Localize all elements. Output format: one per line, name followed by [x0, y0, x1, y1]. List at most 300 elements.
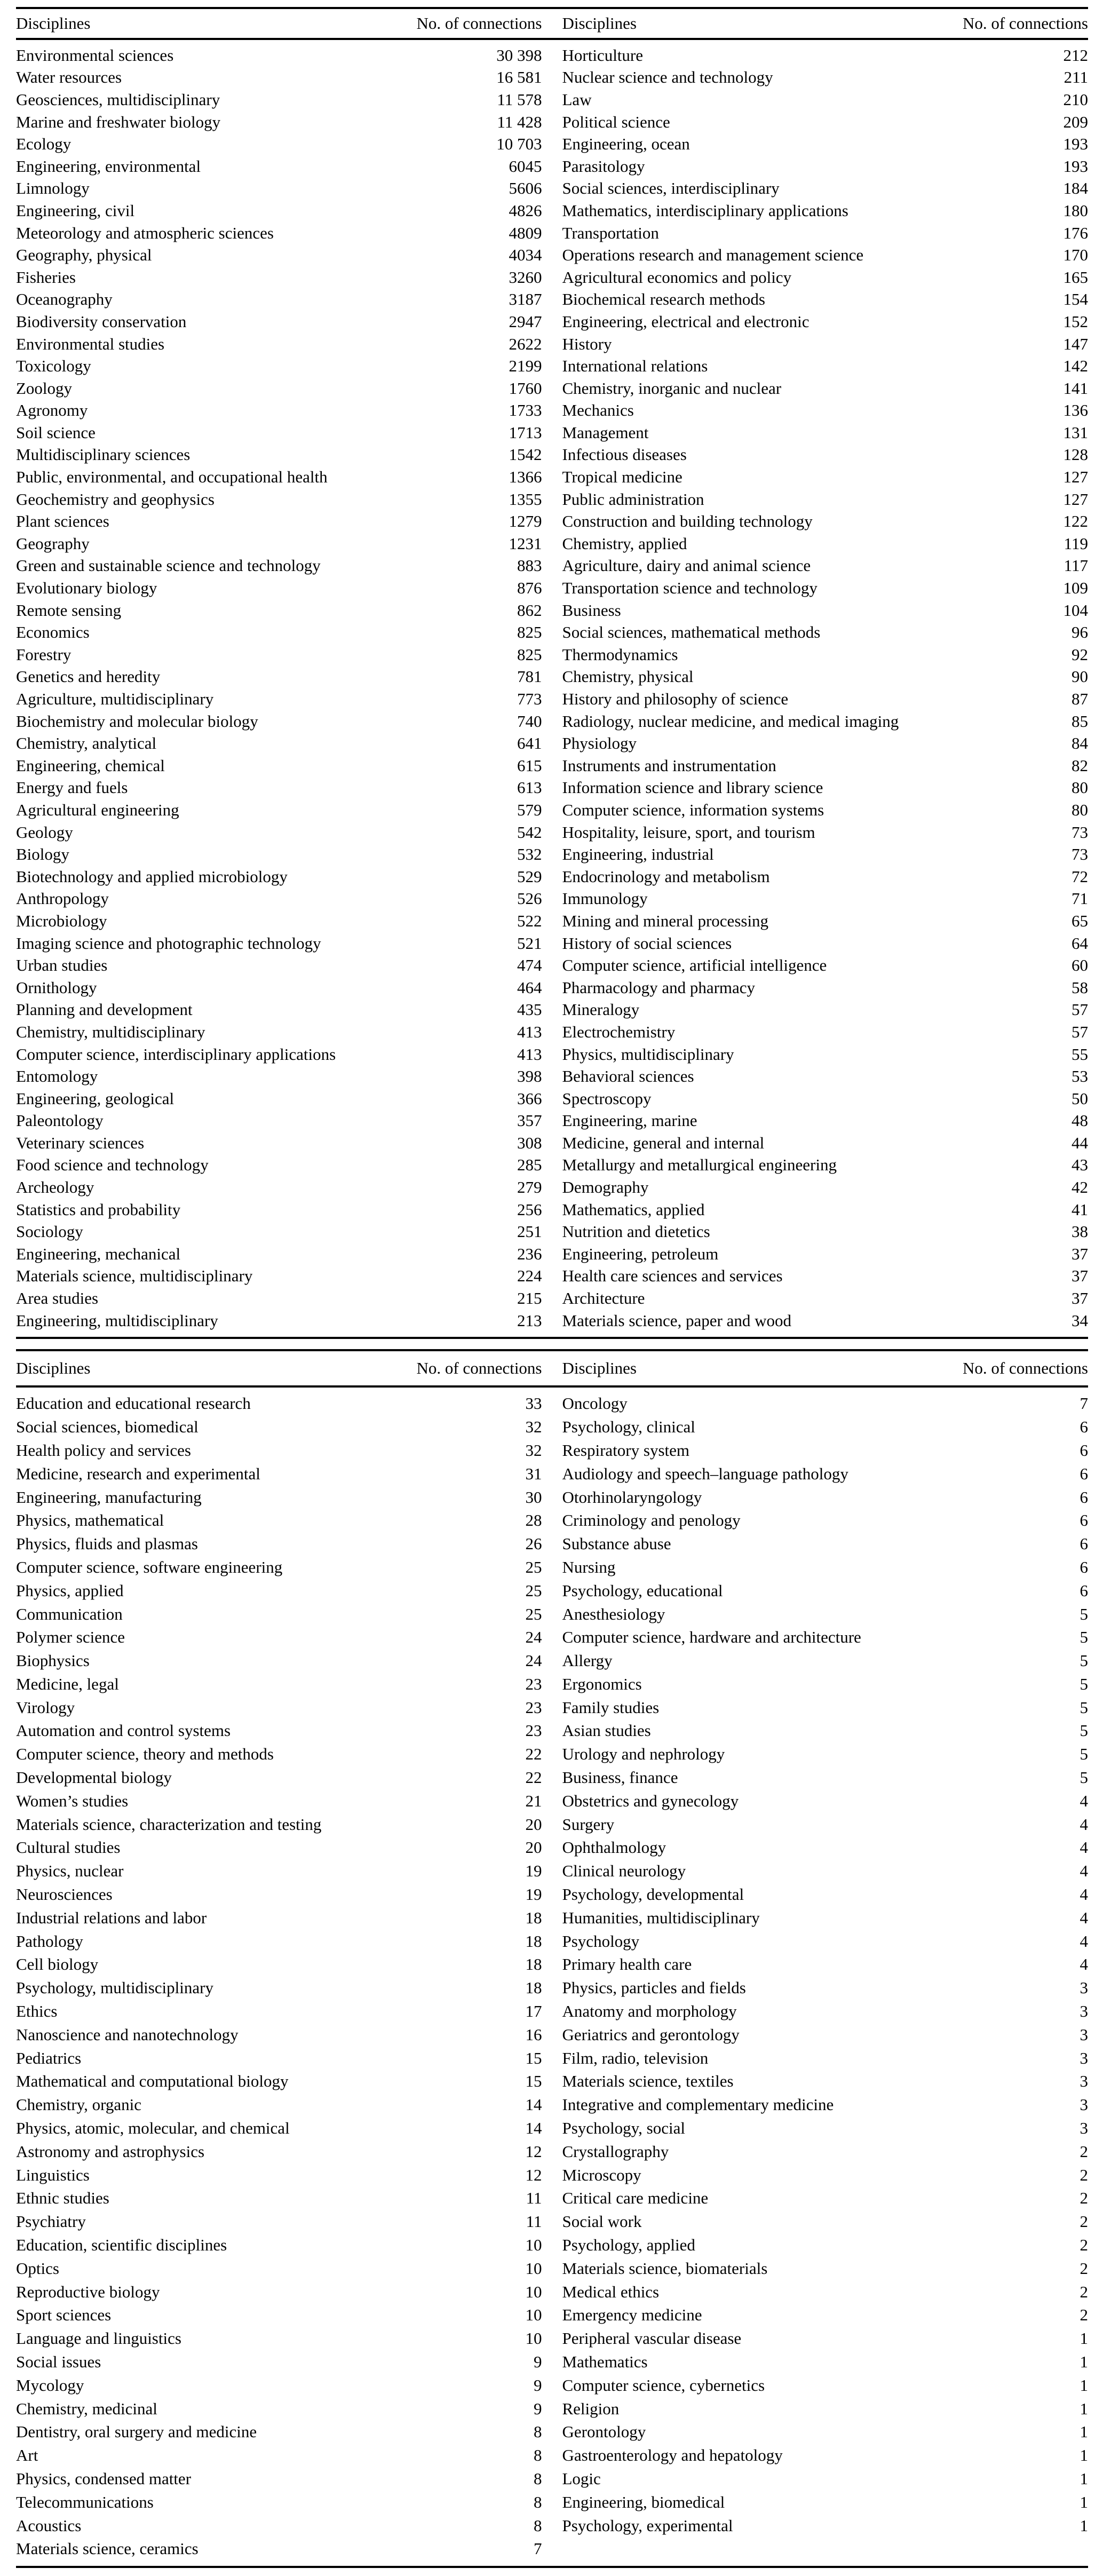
connections-value: 308: [517, 1133, 542, 1152]
table-row: [16, 1132, 542, 1154]
connections-value: 12: [525, 2165, 542, 2184]
connections-value: 862: [517, 600, 542, 620]
table-row: [562, 999, 1089, 1021]
discipline-label: Social sciences, interdisciplinary: [562, 179, 780, 198]
connections-value: 41: [1072, 1200, 1088, 1219]
connections-value: 28: [525, 1511, 542, 1530]
connections-value: 1542: [509, 445, 542, 464]
discipline-label: Veterinary sciences: [16, 1133, 145, 1152]
table-row: [16, 1310, 542, 1332]
table-row: [562, 178, 1089, 200]
table-row: [562, 289, 1089, 311]
connections-value: 80: [1072, 800, 1088, 819]
connections-value: 641: [517, 734, 542, 753]
connections-value: 15: [525, 2072, 542, 2091]
table-row: [16, 89, 542, 111]
table-row: [16, 2374, 542, 2397]
disciplines-header: Disciplines: [16, 1359, 91, 1378]
connections-value: 147: [1063, 334, 1088, 353]
table-row: [16, 1556, 542, 1579]
connections-value: 44: [1072, 1133, 1088, 1152]
discipline-label: Psychology, experimental: [562, 2516, 733, 2535]
table-row: [562, 1509, 1089, 1532]
discipline-label: Mining and mineral processing: [562, 911, 769, 930]
discipline-label: Mineralogy: [562, 1000, 640, 1019]
connections-value: 10: [525, 2329, 542, 2348]
discipline-label: Engineering, biomedical: [562, 2492, 725, 2511]
connections-value: 184: [1063, 179, 1088, 198]
discipline-label: Information science and library science: [562, 778, 823, 797]
discipline-label: Engineering, geological: [16, 1089, 174, 1108]
discipline-label: Agronomy: [16, 401, 88, 420]
discipline-label: Political science: [562, 112, 670, 131]
connections-value: 529: [517, 867, 542, 886]
table-row: [562, 2070, 1089, 2094]
connections-value: 883: [517, 556, 542, 575]
connections-value: 10 703: [496, 134, 542, 154]
table-row: [16, 44, 542, 67]
discipline-label: Psychology: [562, 1931, 640, 1951]
discipline-label: Engineering, mechanical: [16, 1244, 181, 1263]
discipline-label: Computer science, information systems: [562, 800, 824, 819]
connections-value: 532: [517, 845, 542, 864]
connections-value: 435: [517, 1000, 542, 1019]
connections-value: 32: [525, 1417, 542, 1437]
connections-value: 6: [1080, 1417, 1088, 1437]
discipline-label: Geography: [16, 534, 90, 553]
discipline-label: History of social sciences: [562, 933, 732, 953]
discipline-label: Emergency medicine: [562, 2305, 702, 2325]
discipline-label: Materials science, biomaterials: [562, 2258, 768, 2278]
discipline-label: Demography: [562, 1178, 649, 1197]
connections-value: 2622: [509, 334, 542, 353]
connections-value: 18: [525, 1908, 542, 1927]
discipline-label: Horticulture: [562, 45, 644, 65]
table-row: [562, 533, 1089, 555]
connections-value: 122: [1063, 512, 1088, 531]
table-row: [16, 1930, 542, 1953]
table-row: [16, 2233, 542, 2257]
connections-value: 1: [1080, 2469, 1088, 2488]
table-row: [562, 1696, 1089, 1719]
connections-value: 2: [1080, 2189, 1088, 2208]
discipline-label: Engineering, marine: [562, 1111, 697, 1130]
connections-value: 42: [1072, 1178, 1088, 1197]
connections-value: 615: [517, 756, 542, 775]
connections-value: 14: [525, 2095, 542, 2114]
connections-value: 6: [1080, 1557, 1088, 1576]
connections-value: 10: [525, 2305, 542, 2325]
table-row: [562, 2257, 1089, 2280]
connections-value: 152: [1063, 312, 1088, 331]
table-row: [16, 2140, 542, 2163]
connections-value: 128: [1063, 445, 1088, 464]
connections-value: 4: [1080, 1955, 1088, 1974]
connections-value: 2: [1080, 2258, 1088, 2278]
table-row: [562, 1439, 1089, 1462]
discipline-label: Industrial relations and labor: [16, 1908, 207, 1927]
table-row: [562, 1462, 1089, 1486]
table-row: [16, 1243, 542, 1265]
table-row: [16, 1532, 542, 1556]
discipline-label: Biology: [16, 845, 69, 864]
connections-value: 4809: [509, 223, 542, 242]
table-row: [562, 2444, 1089, 2467]
discipline-label: Cultural studies: [16, 1838, 121, 1857]
discipline-label: Architecture: [562, 1289, 645, 1308]
discipline-label: Biodiversity conservation: [16, 312, 187, 331]
table-row: [562, 1132, 1089, 1154]
table-row: [16, 178, 542, 200]
discipline-label: Pathology: [16, 1931, 83, 1951]
discipline-label: Behavioral sciences: [562, 1067, 694, 1086]
left-column: [16, 1392, 542, 2561]
table-row: [16, 1976, 542, 2000]
discipline-label: Marine and freshwater biology: [16, 112, 221, 131]
table-row: [562, 1243, 1089, 1265]
connections-value: 211: [1064, 68, 1088, 87]
connections-value: 366: [517, 1089, 542, 1108]
connections-value: 4: [1080, 1885, 1088, 1904]
left-column: [16, 44, 542, 1331]
table-row: [16, 1859, 542, 1883]
table-row: [16, 1626, 542, 1649]
discipline-label: Mathematics, interdisciplinary applications: [562, 201, 848, 220]
discipline-label: Criminology and penology: [562, 1511, 741, 1530]
discipline-label: Microscopy: [562, 2165, 641, 2184]
table-row: [562, 1265, 1089, 1288]
connections-value: 2947: [509, 312, 542, 331]
table-row: [16, 1953, 542, 1977]
connections-value: 1760: [509, 378, 542, 398]
connections-value: 5: [1080, 1628, 1088, 1647]
connections-value: 6: [1080, 1581, 1088, 1600]
table-row: [562, 1556, 1089, 1579]
connections-value: 9: [534, 2352, 542, 2371]
table-row: [16, 2304, 542, 2327]
table-row: [562, 954, 1089, 977]
connections-value: 781: [517, 667, 542, 686]
connections-value: 3: [1080, 2095, 1088, 2114]
connections-value: 357: [517, 1111, 542, 1130]
discipline-label: Film, radio, television: [562, 2048, 709, 2067]
discipline-label: Social work: [562, 2212, 642, 2231]
connections-value: 4: [1080, 1908, 1088, 1927]
discipline-label: Zoology: [16, 378, 73, 398]
connections-value: 210: [1063, 90, 1088, 109]
table-row: [16, 1462, 542, 1486]
discipline-label: Education and educational research: [16, 1394, 251, 1413]
discipline-label: Physics, fluids and plasmas: [16, 1534, 198, 1553]
connections-value: 256: [517, 1200, 542, 1219]
discipline-label: Linguistics: [16, 2165, 90, 2184]
table-row: [16, 1813, 542, 1836]
discipline-label: Limnology: [16, 179, 90, 198]
table-row: [562, 2233, 1089, 2257]
table-row: [16, 2467, 542, 2491]
table-row: [16, 1603, 542, 1626]
discipline-label: Engineering, multidisciplinary: [16, 1311, 218, 1330]
connections-value: 1: [1080, 2399, 1088, 2418]
discipline-label: Immunology: [562, 889, 648, 908]
table-row: [562, 2023, 1089, 2047]
connections-value: 4034: [509, 245, 542, 265]
connections-value: 3: [1080, 2025, 1088, 2044]
connections-value: 1: [1080, 2375, 1088, 2395]
connections-value: 4: [1080, 1838, 1088, 1857]
table-row: [562, 843, 1089, 866]
table-row: [16, 2491, 542, 2514]
discipline-label: Asian studies: [562, 1721, 651, 1740]
table-row: [562, 1883, 1089, 1906]
connections-value: 127: [1063, 489, 1088, 509]
discipline-label: Chemistry, applied: [562, 534, 687, 553]
table-row: [562, 666, 1089, 688]
connections-value: 5: [1080, 1651, 1088, 1670]
table-row: [562, 799, 1089, 821]
connections-value: 16 581: [496, 68, 542, 87]
discipline-label: Chemistry, medicinal: [16, 2399, 157, 2418]
document-page: [0, 7, 1103, 2568]
connections-value: 5: [1080, 1604, 1088, 1623]
discipline-label: Construction and building technology: [562, 512, 813, 531]
connections-value: 5: [1080, 1698, 1088, 1717]
discipline-label: International relations: [562, 356, 708, 376]
connections-value: 11 578: [497, 90, 542, 109]
discipline-label: Physics, mathematical: [16, 1511, 164, 1530]
discipline-label: Chemistry, inorganic and nuclear: [562, 378, 782, 398]
discipline-label: Otorhinolaryngology: [562, 1487, 702, 1507]
table-row: [562, 2187, 1089, 2210]
table-row: [562, 1859, 1089, 1883]
connections-value: 73: [1072, 845, 1088, 864]
connections-value: 119: [1064, 534, 1088, 553]
discipline-label: Engineering, petroleum: [562, 1244, 719, 1263]
table-row: [16, 2514, 542, 2538]
table-row: [562, 732, 1089, 755]
table-row: [562, 1486, 1089, 1509]
connections-value: 8: [534, 2422, 542, 2442]
discipline-label: Developmental biology: [16, 1768, 172, 1787]
table-row: [562, 2467, 1089, 2491]
discipline-label: Toxicology: [16, 356, 91, 376]
discipline-label: Cell biology: [16, 1955, 99, 1974]
connections-value: 20: [525, 1814, 542, 1834]
connections-value: 6045: [509, 156, 542, 176]
table-row: [16, 1439, 542, 1462]
table-row: [562, 1930, 1089, 1953]
connections-value: 1355: [509, 489, 542, 509]
table-row: [16, 2350, 542, 2374]
discipline-label: Metallurgy and metallurgical engineering: [562, 1155, 837, 1175]
discipline-label: Thermodynamics: [562, 645, 678, 664]
discipline-label: Multidisciplinary sciences: [16, 445, 191, 464]
discipline-label: Forestry: [16, 645, 72, 664]
discipline-label: Ethnic studies: [16, 2189, 109, 2208]
discipline-label: Reproductive biology: [16, 2282, 160, 2301]
discipline-label: Green and sustainable science and technology: [16, 556, 321, 575]
connections-value: 215: [517, 1289, 542, 1308]
connections-value: 4826: [509, 201, 542, 220]
discipline-label: Humanities, multidisciplinary: [562, 1908, 760, 1927]
discipline-label: Area studies: [16, 1289, 99, 1308]
table-row: [16, 910, 542, 932]
table-row: [562, 688, 1089, 710]
connections-value: 12: [525, 2142, 542, 2161]
table-row: [16, 755, 542, 777]
discipline-label: Materials science, characterization and testing: [16, 1814, 322, 1834]
connections-value: 57: [1072, 1022, 1088, 1041]
discipline-label: Management: [562, 423, 649, 442]
discipline-label: Chemistry, analytical: [16, 734, 157, 753]
connections-value: 48: [1072, 1111, 1088, 1130]
discipline-label: Health policy and services: [16, 1440, 191, 1460]
connections-value: 1: [1080, 2422, 1088, 2442]
connections-value: 2: [1080, 2142, 1088, 2161]
connections-value: 16: [525, 2025, 542, 2044]
table-row: [562, 2421, 1089, 2444]
table-row: [562, 644, 1089, 666]
table-row: [562, 2163, 1089, 2187]
connections-value: 9: [534, 2375, 542, 2395]
discipline-label: Public, environmental, and occupational health: [16, 467, 328, 487]
connections-value: 209: [1063, 112, 1088, 131]
discipline-label: Meteorology and atmospheric sciences: [16, 223, 274, 242]
discipline-label: Endocrinology and metabolism: [562, 867, 770, 886]
table-row: [16, 422, 542, 444]
header-pair-right: [562, 1359, 1089, 1378]
table-row: [562, 2093, 1089, 2117]
discipline-label: Sport sciences: [16, 2305, 112, 2325]
connections-value: 773: [517, 689, 542, 709]
table-row: [562, 1220, 1089, 1243]
table-row: [562, 311, 1089, 333]
table-row: [16, 888, 542, 910]
connections-value: 474: [517, 956, 542, 975]
connections-value: 22: [525, 1768, 542, 1787]
connections-value: 26: [525, 1534, 542, 1553]
discipline-label: Soil science: [16, 423, 96, 442]
connections-value: 25: [525, 1581, 542, 1600]
discipline-label: Medicine, research and experimental: [16, 1464, 260, 1483]
connections-value: 64: [1072, 933, 1088, 953]
connections-value: 60: [1072, 956, 1088, 975]
table-row: [562, 621, 1089, 644]
connections-value: 80: [1072, 778, 1088, 797]
table-row: [562, 44, 1089, 67]
table-row: [562, 466, 1089, 488]
connections-value: 18: [525, 1955, 542, 1974]
connections-value: 6: [1080, 1534, 1088, 1553]
table-row: [16, 1906, 542, 1930]
table-row: [16, 2093, 542, 2117]
table-row: [562, 400, 1089, 422]
connections-value: 180: [1063, 201, 1088, 220]
discipline-label: Business, finance: [562, 1768, 678, 1787]
table-row: [16, 644, 542, 666]
discipline-label: Engineering, ocean: [562, 134, 690, 154]
table-row: [16, 200, 542, 222]
table-row: [562, 67, 1089, 89]
connections-value: 10: [525, 2282, 542, 2301]
discipline-label: Materials science, paper and wood: [562, 1311, 792, 1330]
discipline-label: Mycology: [16, 2375, 84, 2395]
discipline-label: Language and linguistics: [16, 2329, 181, 2348]
discipline-label: Geochemistry and geophysics: [16, 489, 215, 509]
table-row: [562, 1603, 1089, 1626]
discipline-label: Business: [562, 600, 621, 620]
discipline-label: Water resources: [16, 68, 122, 87]
table-row: [16, 289, 542, 311]
discipline-label: Operations research and management science: [562, 245, 864, 265]
discipline-label: Agricultural engineering: [16, 800, 179, 819]
table-row: [16, 2444, 542, 2467]
discipline-label: Agricultural economics and policy: [562, 267, 792, 287]
discipline-label: Social issues: [16, 2352, 101, 2371]
table-row: [16, 1065, 542, 1088]
discipline-label: Anatomy and morphology: [562, 2002, 737, 2021]
connections-value: 136: [1063, 401, 1088, 420]
discipline-label: Oncology: [562, 1394, 628, 1413]
table-row: [16, 510, 542, 533]
discipline-label: Computer science, theory and methods: [16, 1745, 274, 1764]
connections-value: 23: [525, 1674, 542, 1693]
discipline-label: Psychology, educational: [562, 1581, 723, 1600]
connections-value: 37: [1072, 1244, 1088, 1263]
connections-value: 613: [517, 778, 542, 797]
connections-value: 1: [1080, 2329, 1088, 2348]
discipline-label: Physiology: [562, 734, 637, 753]
table-row: [562, 488, 1089, 511]
table-row: [16, 977, 542, 999]
connections-value: 213: [517, 1311, 542, 1330]
table-row: [562, 1719, 1089, 1743]
table-row: [16, 621, 542, 644]
discipline-label: Agriculture, multidisciplinary: [16, 689, 214, 709]
connections-value: 5: [1080, 1721, 1088, 1740]
table-row: [562, 1088, 1089, 1110]
discipline-label: Nutrition and dietetics: [562, 1222, 710, 1241]
discipline-label: Biochemical research methods: [562, 290, 765, 309]
discipline-label: Materials science, ceramics: [16, 2539, 199, 2558]
connections-value: 2: [1080, 2305, 1088, 2325]
discipline-label: Primary health care: [562, 1955, 692, 1974]
connections-value: 14: [525, 2119, 542, 2138]
table-row: [16, 1486, 542, 1509]
connections-value: 5: [1080, 1674, 1088, 1693]
table-row: [562, 710, 1089, 733]
connections-value: 22: [525, 1745, 542, 1764]
table-row: [562, 2327, 1089, 2350]
connections-value: 8: [534, 2446, 542, 2465]
table-row: [16, 2257, 542, 2280]
discipline-label: Engineering, environmental: [16, 156, 201, 176]
table-row: [562, 1766, 1089, 1789]
discipline-label: Psychology, multidisciplinary: [16, 1978, 213, 1998]
connections-value: 285: [517, 1155, 542, 1175]
discipline-label: Engineering, manufacturing: [16, 1487, 202, 1507]
discipline-label: Substance abuse: [562, 1534, 671, 1553]
discipline-label: Geology: [16, 822, 73, 842]
discipline-label: Peripheral vascular disease: [562, 2329, 742, 2348]
connections-value: 1366: [509, 467, 542, 487]
table-row: [562, 599, 1089, 622]
discipline-label: Spectroscopy: [562, 1089, 652, 1108]
table-row: [16, 821, 542, 844]
table-row: [562, 1953, 1089, 1977]
discipline-label: Physics, atomic, molecular, and chemical: [16, 2119, 290, 2138]
table-row: [562, 1065, 1089, 1088]
